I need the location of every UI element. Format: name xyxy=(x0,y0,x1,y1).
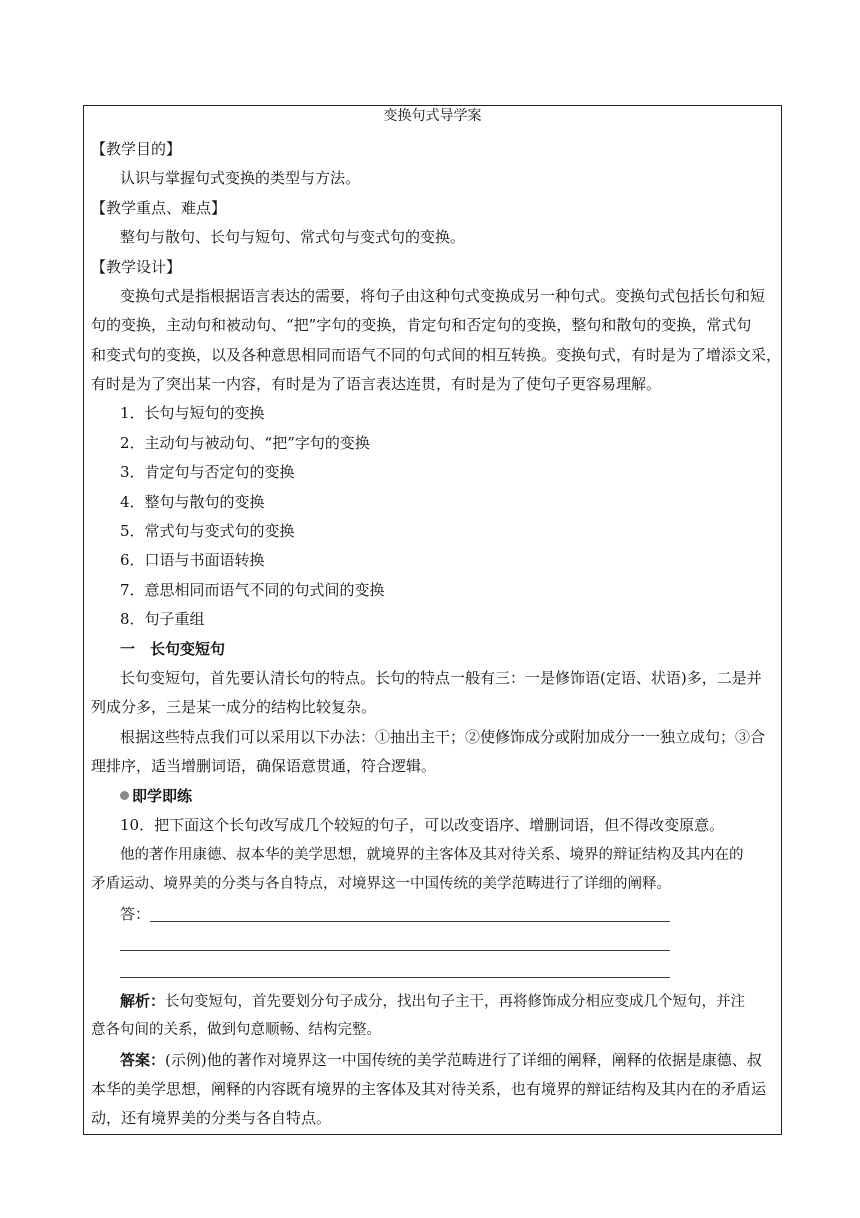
section-one-heading: 一 长句变短句 xyxy=(120,640,226,658)
analysis-line: 意各句间的关系，做到句意顺畅、结构完整。 xyxy=(91,1022,381,1038)
analysis-line xyxy=(120,987,745,1018)
design-paragraph-line: 变换句式是指根据语言表达的需要，将句子由这种句式变换成另一种句式。变换句式包括长句和短 xyxy=(120,287,766,305)
list-item: 3．肯定句与否定句的变换 xyxy=(120,463,295,481)
design-paragraph-line: 句的变换，主动句和被动句、“把”字句的变换，肯定句和否定句的变换，整句和散句的变换，常式句 xyxy=(91,316,752,334)
key-points-text: 整句与散句、长句与短句、常式句与变式句的变换。 xyxy=(120,228,466,246)
answer-line-text xyxy=(120,1046,762,1076)
list-item: 8．句子重组 xyxy=(120,610,205,628)
answer-line xyxy=(120,977,670,978)
objective-heading: 【教学目的】 xyxy=(91,140,182,158)
passage-line: 他的著作用康德、叔本华的美学思想，就境界的主客体及其对待关系、境界的辩证结构及其内在的 xyxy=(120,847,744,863)
list-item: 2．主动句与被动句、“把”字句的变换 xyxy=(120,434,370,452)
design-paragraph-line: 和变式句的变换，以及各种意思相同而语气不同的句式间的相互转换。变换句式，有时是为了增添文采， xyxy=(91,346,782,364)
design-paragraph-line: 有时是为了突出某一内容，有时是为了语言表达连贯，有时是为了使句子更容易理解。 xyxy=(91,375,662,393)
section-one-line: 长句变短句，首先要认清长句的特点。长句的特点一般有三：一是修饰语(定语、状语)多，二是并 xyxy=(120,669,762,687)
analysis-text: 长句变短句，首先要划分句子成分，找出句子主干，再将修饰成分相应变成几个短句，并注 xyxy=(165,994,746,1010)
list-item: 6．口语与书面语转换 xyxy=(120,551,265,569)
list-item: 5．常式句与变式句的变换 xyxy=(120,522,295,540)
question-text: 10．把下面这个长句改写成几个较短的句子，可以改变语序、增删词语，但不得改变原意。 xyxy=(120,816,725,834)
section-one-line: 根据这些特点我们可以采用以下办法：①抽出主干；②使修饰成分或附加成分一一独立成句；③合 xyxy=(120,728,766,746)
analysis-label: 解析： xyxy=(120,992,166,1010)
objective-text: 认识与掌握句式变换的类型与方法。 xyxy=(120,169,361,187)
bullet-icon xyxy=(120,791,129,800)
page-title: 变换句式导学案 xyxy=(383,108,482,124)
answer-label: 答案： xyxy=(120,1051,166,1069)
list-item: 4．整句与散句的变换 xyxy=(120,493,265,511)
answer-text: (示例)他的著作对境界这一中国传统的美学范畴进行了详细的阐释，阐释的依据是康德、叔 xyxy=(165,1051,762,1069)
passage-line: 矛盾运动、境界美的分类与各自特点，对境界这一中国传统的美学范畴进行了详细的阐释。 xyxy=(91,876,671,892)
document-frame xyxy=(83,105,782,1135)
list-item: 1．长句与短句的变换 xyxy=(120,404,265,422)
design-heading: 【教学设计】 xyxy=(91,258,182,276)
answer-line xyxy=(150,921,670,922)
key-points-heading: 【教学重点、难点】 xyxy=(91,199,227,217)
practice-heading xyxy=(120,782,192,812)
answer-line-text: 本华的美学思想，阐释的内容既有境界的主客体及其对待关系，也有境界的辩证结构及其内在的矛盾运 xyxy=(91,1080,767,1098)
section-one-line: 理排序，适当增删词语，确保语意贯通，符合逻辑。 xyxy=(91,757,437,775)
answer-prompt: 答： xyxy=(120,905,151,923)
section-one-line: 列成分多，三是某一成分的结构比较复杂。 xyxy=(91,698,377,716)
practice-heading-label: 即学即练 xyxy=(132,787,193,805)
answer-line-text: 动，还有境界美的分类与各自特点。 xyxy=(91,1109,332,1127)
list-item: 7．意思相同而语气不同的句式间的变换 xyxy=(120,581,385,599)
answer-line xyxy=(120,950,670,951)
